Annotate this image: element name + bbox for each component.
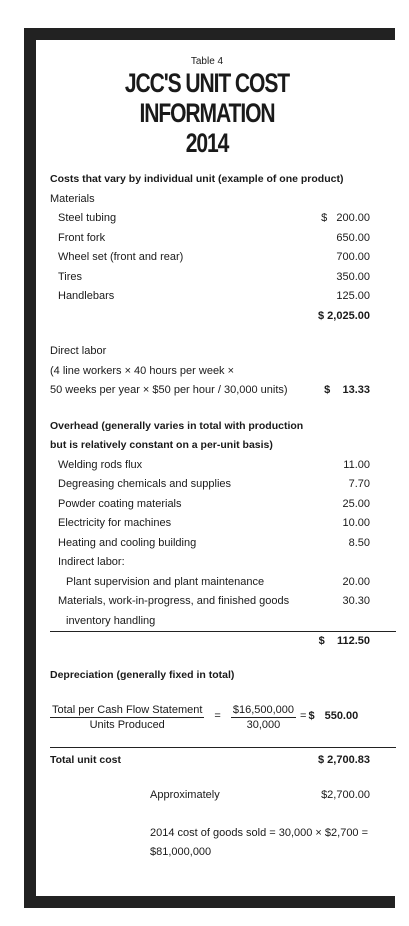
- approximate-total: Approximately $2,700.00: [150, 789, 370, 801]
- inventory-handling-item: Materials, work-in-progress, and finished goods 30.30: [58, 595, 370, 607]
- title-line-1: JCC'S UNIT COST INFORMATION: [124, 68, 290, 128]
- overhead-total: $ 112.50: [50, 631, 396, 652]
- frame-top-bar: [24, 28, 395, 40]
- frame-left-bar: [24, 28, 36, 908]
- page-title: [80, 68, 334, 158]
- material-item: Wheel set (front and rear) 700.00: [58, 251, 370, 263]
- total-unit-cost: Total unit cost $ 2,700.83: [50, 747, 396, 774]
- title-line-2: 2014: [185, 128, 229, 158]
- direct-labor-line-2: 50 weeks per year × $50 per hour / 30,000 units) $ 13.33: [50, 381, 370, 401]
- overhead-item: Powder coating materials 25.00: [58, 497, 370, 510]
- material-item: Tires 350.00: [58, 270, 370, 283]
- depreciation-amounts: $\frac{\$16,500,000}{30,000}$: [232, 703, 295, 731]
- plant-supervision-item: Plant supervision and plant maintenance 20.00: [66, 575, 370, 588]
- overhead-item: Degreasing chemicals and supplies 7.70: [58, 478, 370, 490]
- variable-cost-header: Costs that vary by individual unit (example of one product): [50, 173, 344, 185]
- direct-labor-label: Direct labor: [50, 345, 107, 357]
- frame-bottom-bar: [24, 896, 395, 908]
- inventory-handling-line-2: inventory handling: [66, 614, 156, 627]
- depreciation-header: Depreciation (generally fixed in total): [50, 668, 235, 681]
- indirect-labor-label: Indirect labor:: [58, 556, 125, 568]
- unit-cost-table: [50, 56, 370, 863]
- overhead-item: Welding rods flux 11.00: [58, 458, 370, 471]
- material-item: Steel tubing $ 200.00: [58, 212, 370, 224]
- overhead-header-1: Overhead (generally varies in total with production: [50, 419, 304, 432]
- table-caption: Table 4: [190, 56, 224, 67]
- materials-label: Materials: [50, 192, 95, 205]
- direct-labor-line-1: (4 line workers × 40 hours per week ×: [50, 364, 235, 377]
- cost-of-goods-sold: 2014 cost of goods sold = 30,000 × $2,700 = $81,000,000: [150, 826, 369, 858]
- depreciation-formula: $\frac{\text{Total per Cash Flow Statement}}{\text{Units Produced}}$: [52, 703, 203, 731]
- overhead-header-2: but is relatively constant on a per-unit basis): [50, 439, 273, 451]
- overhead-item: Electricity for machines 10.00: [58, 517, 370, 529]
- material-item: Front fork 650.00: [58, 231, 370, 244]
- depreciation-calculation: $\frac{\text{Total per Cash Flow Statement}}{\text{Units Produced}}$ = $\frac{\$16,500,000}{30,000}$ = $ 550.00: [52, 703, 359, 731]
- overhead-item: Heating and cooling building 8.50: [58, 536, 370, 549]
- direct-labor-value: $ 13.33: [324, 384, 370, 396]
- material-item: Handlebars 125.00: [58, 290, 370, 302]
- materials-subtotal: $ 2,025.00: [318, 309, 370, 322]
